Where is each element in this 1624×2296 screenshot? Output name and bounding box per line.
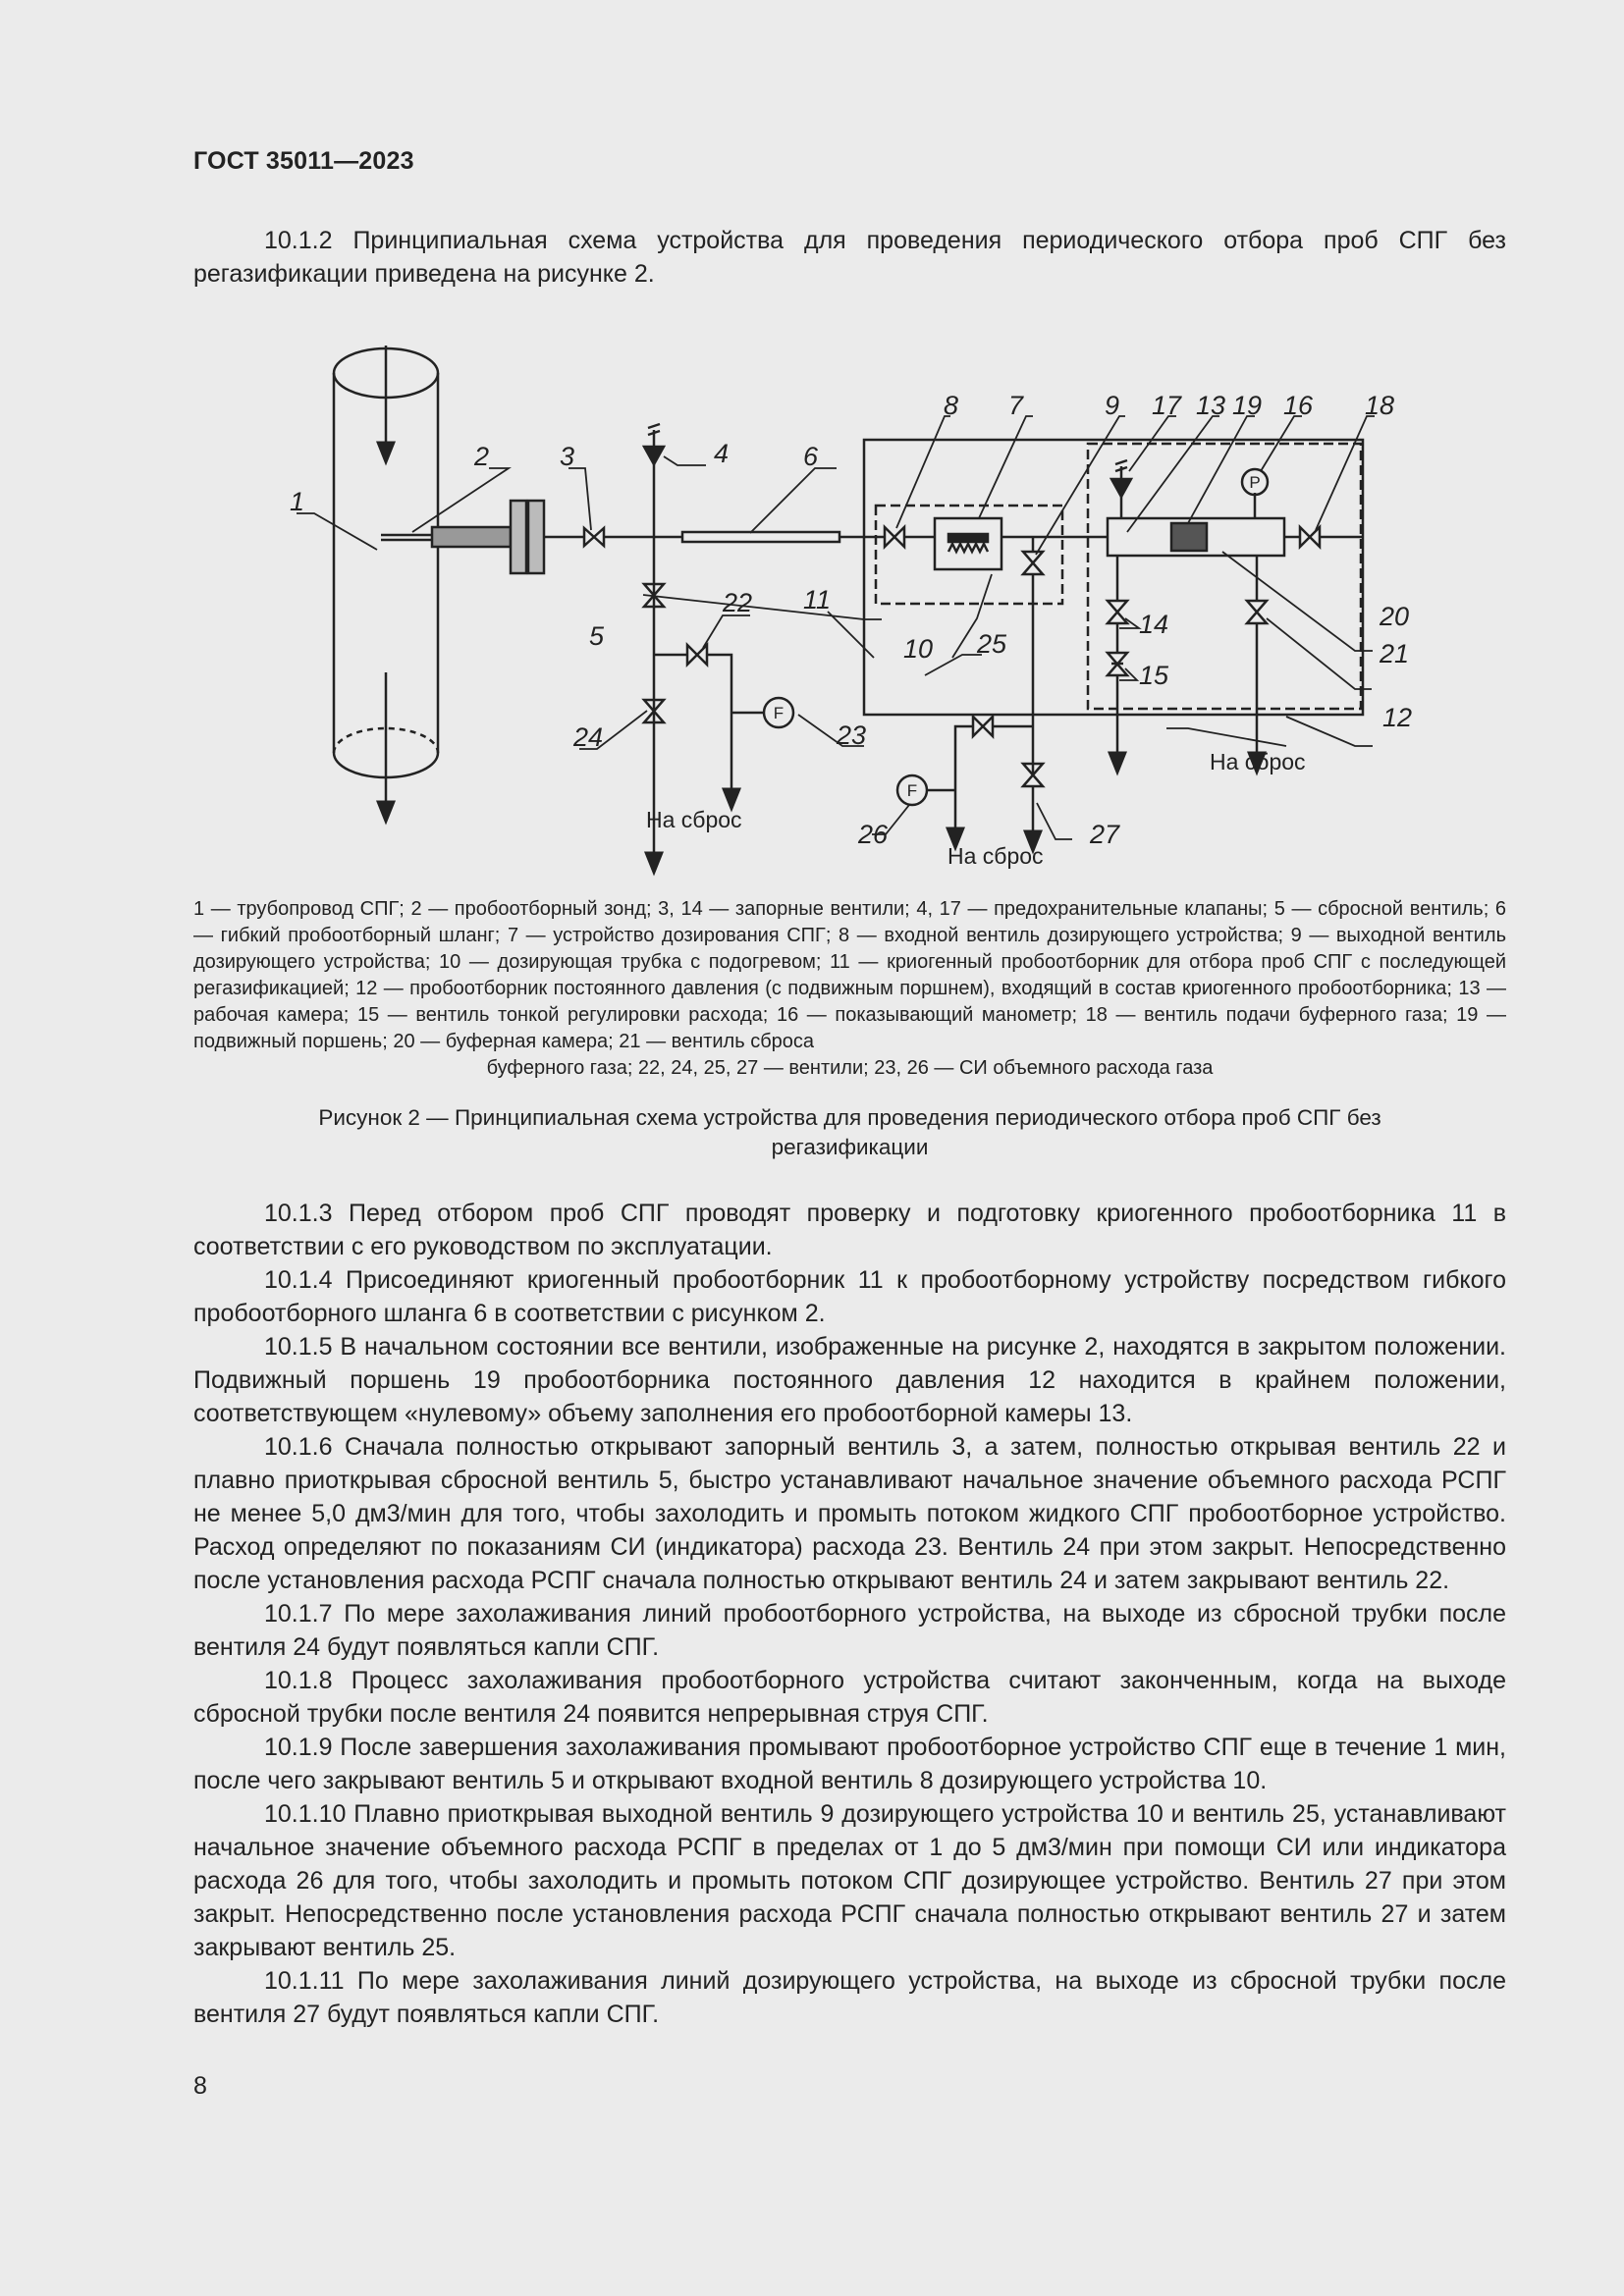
legend-main: 1 — трубопровод СПГ; 2 — пробоотборный зонд; 3, 14 — запорные вентили; 4, 17 — предохранительные клапаны; 5 — сбросной вентиль; 6 — гибкий пробоотборный шланг; 7 — устройство дозирования СПГ; 8 — входной вентиль дозирующего устройства; 9 — выходной вентиль дозирующего устройства; 10 — дозирующая трубка с подогревом; 11 — криогенный пробоотборник для отбора проб СПГ с последующей регазификацией; 12 — пробоотборник постоянного давления (с подвижным поршнем), входящий в состав криогенного пробоотборника; 13 — рабочая камера; 15 — вентиль тонкой регулировки расхода; 16 — показывающий манометр; 18 — вентиль подачи буферного газа; 19 — подвижный поршень; 20 — буферная камера; 21 — вентиль сброса	[193, 898, 1506, 1052]
callout-11: 11	[803, 585, 832, 614]
paragraph-10-1-5: 10.1.5 В начальном состоянии все вентили, изображенные на рисунке 2, находятся в закрытом положении. Подвижный поршень 19 пробоотборника постоянного давления 12 находится в крайнем положении, соответствующем «нулевому» объему заполнения его пробоотборной камеры 13.	[193, 1333, 1506, 1427]
callout-9: 9	[1105, 391, 1120, 420]
standard-header: ГОСТ 35011—2023	[193, 147, 414, 175]
valve-3-symbol	[584, 528, 654, 546]
callout-10: 10	[903, 634, 934, 664]
callout-14: 14	[1139, 610, 1169, 639]
intro-paragraph	[193, 224, 1506, 291]
caption-line-1: Рисунок 2 — Принципиальная схема устройства для проведения периодического отбора проб СПГ без	[318, 1105, 1381, 1130]
discharge-label-right: На сброс	[1210, 749, 1306, 774]
pipeline-1	[334, 346, 438, 813]
callout-7: 7	[1008, 391, 1024, 420]
callout-22: 22	[723, 588, 753, 617]
paragraph-10-1-8: 10.1.8 Процесс захолаживания пробоотборного устройства считают законченным, когда на выходе сбросной трубки после вентиля 24 появится непрерывная струя СПГ.	[193, 1667, 1506, 1728]
callout-17: 17	[1152, 391, 1182, 420]
pressure-gauge-16-letter: P	[1249, 473, 1261, 492]
discharge-label-middle: На сброс	[947, 843, 1044, 869]
page-number: 8	[193, 2072, 207, 2100]
callout-15: 15	[1139, 661, 1169, 690]
flow-meter-26-letter: F	[906, 781, 918, 800]
figure-caption	[193, 1103, 1506, 1162]
callout-2: 2	[474, 442, 490, 471]
callout-26: 26	[858, 820, 889, 849]
callout-23: 23	[837, 721, 867, 750]
discharge-label-left: На сброс	[646, 807, 742, 832]
sampling-probe-2	[381, 501, 584, 573]
body-text	[193, 1197, 1506, 2031]
schematic-diagram	[275, 334, 1413, 883]
legend-last-line: буферного газа; 22, 24, 25, 27 — вентили; 23, 26 — СИ объемного расхода газа	[486, 1057, 1214, 1079]
relief-valve-4-symbol	[644, 424, 664, 464]
callout-5: 5	[589, 621, 605, 651]
callout-18: 18	[1365, 391, 1395, 420]
paragraph-10-1-6: 10.1.6 Сначала полностью открывают запорный вентиль 3, а затем, полностью открывая вентиль 22 и плавно приоткрывая сбросной вентиль 5, быстро устанавливают начальное значение объемного расхода РСПГ не менее 5,0 дм3/мин для того, чтобы захолодить и промыть потоком жидкого СПГ пробоотборное устройство. Расход определяют по показаниям СИ (индикатора) расхода 23. Вентиль 24 при этом закрыт. Непосредственно после установления расхода РСПГ сначала полностью открывают вентиль 24 и затем закрывают вентиль 22.	[193, 1433, 1506, 1594]
caption-line-2: регазификации	[771, 1135, 929, 1159]
callout-13: 13	[1196, 391, 1226, 420]
callout-1: 1	[290, 487, 305, 516]
callout-12: 12	[1382, 703, 1413, 732]
figure-legend	[193, 896, 1506, 1082]
paragraph-10-1-4: 10.1.4 Присоединяют криогенный пробоотборник 11 к пробоотборному устройству посредством гибкого пробоотборного шланга 6 в соответствии с рисунком 2.	[193, 1266, 1506, 1327]
callout-21: 21	[1380, 639, 1410, 668]
paragraph-10-1-9: 10.1.9 После завершения захолаживания промывают пробоотборное устройство СПГ еще в течение 1 мин, после чего закрывают вентиль 5 и открывают входной вентиль 8 дозирующего устройства 10.	[193, 1734, 1506, 1794]
callout-16: 16	[1283, 391, 1314, 420]
paragraph-10-1-7: 10.1.7 По мере захолаживания линий пробоотборного устройства, на выходе из сбросной трубки после вентиля 24 будут появляться капли СПГ.	[193, 1600, 1506, 1661]
callout-20: 20	[1380, 602, 1410, 631]
callout-19: 19	[1232, 391, 1263, 420]
callout-4: 4	[714, 439, 730, 468]
callout-6: 6	[803, 442, 819, 471]
callout-3: 3	[560, 442, 575, 471]
callout-8: 8	[944, 391, 959, 420]
flow-meter-23-letter: F	[773, 704, 785, 722]
paragraph-10-1-3: 10.1.3 Перед отбором проб СПГ проводят проверку и подготовку криогенного пробоотборника 11 в соответствии с его руководством по эксплуатации.	[193, 1200, 1506, 1260]
callout-24: 24	[573, 722, 604, 752]
callout-25: 25	[977, 629, 1007, 659]
intro-text: 10.1.2 Принципиальная схема устройства для проведения периодического отбора проб СПГ без регазификации приведена на рисунке 2.	[193, 227, 1506, 288]
paragraph-10-1-11: 10.1.11 По мере захолаживания линий дозирующего устройства, на выходе из сбросной трубки после вентиля 27 будут появляться капли СПГ.	[193, 1967, 1506, 2028]
callout-27: 27	[1090, 820, 1120, 849]
paragraph-10-1-10: 10.1.10 Плавно приоткрывая выходной вентиль 9 дозирующего устройства 10 и вентиль 25, устанавливают начальное значение объемного расхода РСПГ в пределах от 1 до 5 дм3/мин при помощи СИ или индикатора расхода 26 для того, чтобы захолодить и промыть потоком СПГ дозирующее устройство. Вентиль 27 при этом закрыт. Непосредственно после установления расхода РСПГ сначала полностью открывают вентиль 27 и затем закрывают вентиль 25.	[193, 1800, 1506, 1961]
